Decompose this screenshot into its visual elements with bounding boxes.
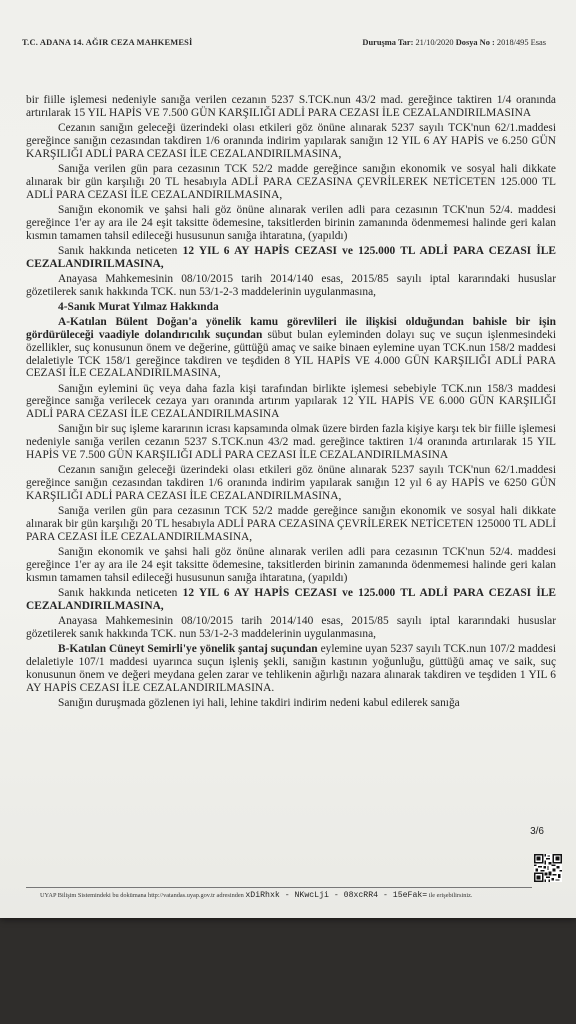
body-paragraph: [26, 204, 556, 243]
file-label: Dosya No :: [455, 38, 495, 47]
paragraph-emphasis: A-Katılan Bülent Doğan'a yönelik kamu görevlileri ile ilişkisi olduğundan bahisle bir işin gördürüleceği vaadiyle dolandırıcılık suçundan: [26, 315, 556, 341]
paragraph-text: Sanığın eylemini üç veya daha fazla kişi tarafından birlikte işlemesi sebebiyle TCK.nın 158/3 maddesi gereğince sanığa verilecek cezaya yarı oranında artırım yapılarak 12 YIL HAPİS VE 6.000 GÜN KARŞILIĞI ADLİ PARA CEZASI İLE CEZALANDIRILMASINA: [26, 382, 556, 421]
body-paragraph: [26, 245, 556, 271]
body-paragraph: [26, 546, 556, 585]
paragraph-text: Sanığın duruşmada gözlenen iyi hali, lehine takdiri indirim nedeni kabul edilerek sanığa: [58, 696, 460, 709]
paragraph-emphasis: 12 YIL 6 AY HAPİS CEZASI ve 125.000 TL ADLİ PARA CEZASI İLE CEZALANDIRILMASINA,: [26, 587, 556, 612]
section-heading: [26, 301, 556, 314]
paragraph-text: Sanığa verilen gün para cezasının TCK 52/2 madde gereğince sanığın ekonomik ve sosyal hali dikkate alınarak bir gün karşılığı 20 TL hesabıyla ADLİ PARA CEZASINA ÇEVRİLEREK NETİCETEN 125.000 TL ADLİ PARA CEZASI İLE CEZALANDIRILMASINA,: [26, 162, 556, 201]
paragraph-emphasis: B-Katılan Cüneyt Semirli'ye yönelik şantaj suçundan: [58, 643, 318, 656]
paragraph-emphasis: 12 YIL 6 AY HAPİS CEZASI ve 125.000 TL ADLİ PARA CEZASI İLE CEZALANDIRILMASINA,: [26, 244, 556, 270]
body-paragraph: [26, 383, 556, 422]
body-paragraph: [26, 464, 556, 503]
paragraph-text: Anayasa Mahkemesinin 08/10/2015 tarih 2014/140 esas, 2015/85 sayılı iptal kararındaki hususlar gözetilerek sanık hakkında TCK. nun 53/1-2-3 maddelerinin uygulanmasına,: [26, 615, 556, 640]
body-paragraph: [26, 587, 556, 613]
paragraph-text: Anayasa Mahkemesinin 08/10/2015 tarih 2014/140 esas, 2015/85 sayılı iptal kararındaki hususlar gözetilerek sanık hakkında TCK. nun 53/1-2-3 maddelerinin uygulanmasına,: [26, 272, 556, 298]
paragraph-text: Sanığın bir suç işleme kararının icrası kapsamında olmak üzere birden fazla kişiye karşı tek bir fiille işlemesi nedeniyle sanığa verilen cezanın 5237 S.TCK.nun 43/2 mad. gereğince taktiren 1/4 oranında artırılarak 15 YIL HAPİS VE 7.500 GÜN KARŞILIĞI ADLİ PARA CEZASI İLE CEZALANDIRILMASINA: [26, 423, 556, 462]
hearing-date: 21/10/2020: [415, 38, 454, 47]
footer-suffix: ile erişebilirsiniz.: [428, 892, 473, 899]
paragraph-text: Sanığın ekonomik ve şahsi hali göz önüne alınarak verilen adli para cezasının TCK'nun 52/4. maddesi gereğince 1'er ay ara ile 24 eşit taksitte ödemesine, taksitlerden birinin zamanında ödenmemesi halinde geri kalan kısmın tamamen tahsil edileceği hususunun sanığa ihtaratına, (yapıldı): [26, 546, 556, 584]
body-paragraph: [26, 615, 556, 641]
document-body: [26, 94, 556, 712]
body-paragraph: [26, 643, 556, 695]
case-meta: [362, 38, 546, 47]
paragraph-text: Sanığın ekonomik ve şahsi hali göz önüne alınarak verilen adli para cezasının TCK'nun 52/4. maddesi gereğince 1'er ay ara ile 24 eşit taksitte ödemesine, taksitlerden birinin zamanında ödenmemesi halinde geri kalan kısmın tamamen tahsil edileceği hususunun sanığa ihtaratına, (yapıldı): [26, 203, 556, 242]
footer-verification: [40, 891, 532, 900]
paragraph-text: Sanık hakkında neticeten: [58, 244, 183, 257]
paragraph-text: 4-Sanık Murat Yılmaz Hakkında: [58, 300, 219, 313]
body-paragraph: [26, 697, 556, 710]
body-paragraph: [26, 423, 556, 462]
body-paragraph: [26, 122, 556, 161]
body-paragraph: [26, 316, 556, 381]
footer-prefix: UYAP Bilişim Sistemindeki bu dokümana http://vatandas.uyap.gov.tr adresinden: [40, 892, 244, 899]
page-number: 3/6: [530, 826, 544, 837]
verification-code: xDiRhxk - NKwcLji - 08xcRR4 - 15eFak=: [245, 891, 428, 900]
paragraph-text: eylemine uyan 5237 sayılı TCK.nun 107/2 maddesi delaletiyle 107/1 maddesi uyarınca suçun işleniş şekli, sanığın kastının yoğunluğu, güttüğü amaç ve saik, suç konusunun önem ve değeri meydana gelen zarar ve tehlikenin ağırlığı nazara alınarak takdiren ve teşdiden 1 YIL 6 AY HAPİS CEZASI İLE CEZALANDIRILMASINA.: [26, 643, 556, 694]
paragraph-text: sübut bulan eyleminden dolayı suç ve suçun işlenmesindeki özellikler, suç konusunun önem ve değerine, güttüğü amaç ve saike binaen eylemine uyan TCK.nun 158/2 maddesi delaletiyle TCK 158/1 gereğince takdiren ve teşdiden 8 YIL HAPİS VE 4.000 GÜN KARŞILIĞI ADLİ PARA CEZASI İLE CEZALANDIRILMASINA,: [26, 328, 556, 380]
page-header: [22, 38, 546, 47]
hearing-label: Duruşma Tar:: [362, 38, 414, 47]
paragraph-text: Sanık hakkında neticeten: [58, 587, 183, 600]
body-paragraph: [26, 273, 556, 299]
file-number: 2018/495 Esas: [496, 38, 546, 47]
paragraph-text: Cezanın sanığın geleceği üzerindeki olası etkileri göz önüne alınarak 5237 sayılı TCK'nun 62/1.maddesi gereğince sanığın cezasından takdiren 1/6 oranında indirim yapılarak sanığın 12 YIL 6 AY HAPİS ve 6.250 GÜN KARŞILIĞI ADLİ PARA CEZASI İLE CEZALANDIRILMASINA,: [26, 122, 556, 160]
body-paragraph: [26, 94, 556, 120]
paragraph-text: bir fiille işlemesi nedeniyle sanığa verilen cezanın 5237 S.TCK.nun 43/2 mad. gereğince taktiren 1/4 oranında artırılarak 15 YIL HAPİS VE 7.500 GÜN KARŞILIĞI ADLİ PARA CEZASI İLE CEZALANDIRILMASINA: [26, 94, 556, 119]
footer-divider: [26, 887, 532, 888]
paragraph-text: Cezanın sanığın geleceği üzerindeki olası etkileri göz önüne alınarak 5237 sayılı TCK'nun 62/1.maddesi gereğince sanığın cezasından takdiren 1/6 oranında indirim yapılarak sanığın 12 yıl 6 ay HAPİS ve 6250 GÜN KARŞILIĞI ADLİ PARA CEZASI İLE CEZALANDIRILMASINA,: [26, 464, 556, 503]
paragraph-text: Sanığa verilen gün para cezasının TCK 52/2 madde gereğince sanığın ekonomik ve sosyal hali dikkate alınarak bir gün karşılığı 20 TL hesabıyla ADLİ PARA CEZASINA ÇEVRİLEREK NETİCETEN 125000 TL ADLİ PARA CEZASI İLE CEZALANDIRILMASINA,: [26, 505, 556, 544]
court-name: T.C. ADANA 14. AĞIR CEZA MAHKEMESİ: [22, 38, 193, 47]
qr-code-icon: [534, 854, 562, 882]
body-paragraph: [26, 163, 556, 202]
body-paragraph: [26, 505, 556, 544]
